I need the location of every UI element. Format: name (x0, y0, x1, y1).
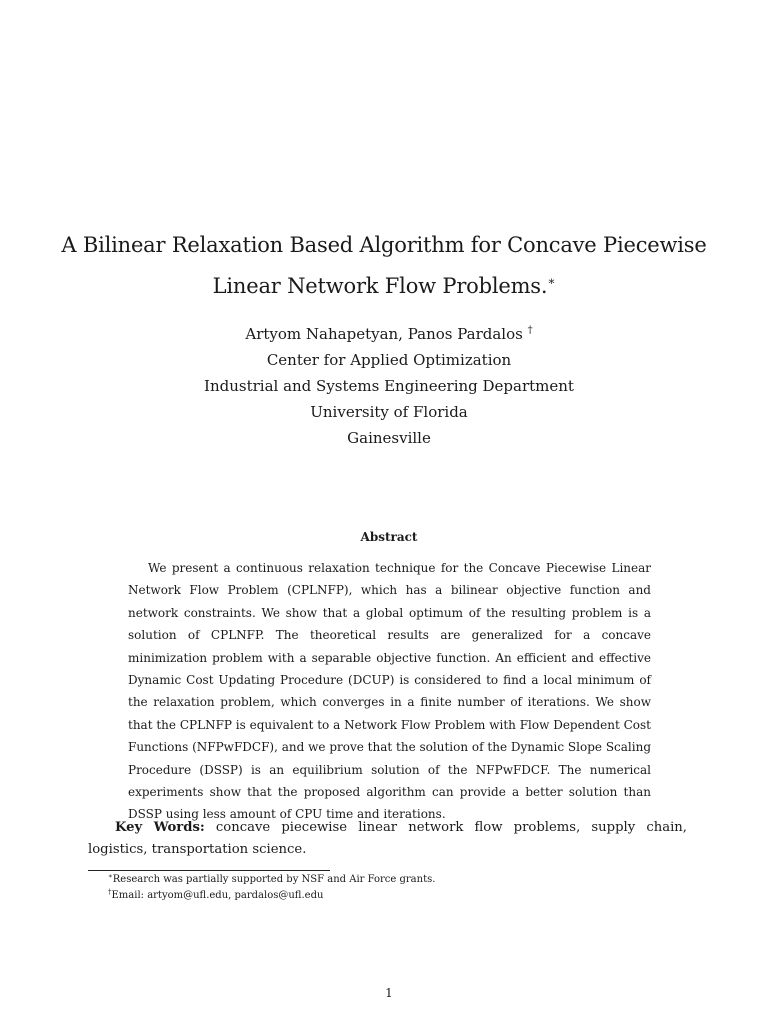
affiliation-university: University of Florida (310, 403, 468, 421)
footnote-email-mark: † (108, 888, 112, 896)
abstract-body: We present a continuous relaxation technique for the Concave Piecewise Linear Network Flow Problem (CPLNFP), which has a bilinear objective function and network constraints. We show that a global optimum of the resulting problem is a solution of CPLNFP. The theoretical results are generalized for a concave minimization problem with a separable objective function. An efficient and effective Dynamic Cost Updating Procedure (DCUP) is considered to find a local minimum of the relaxation problem, which converges in a finite number of iterations. We show that the CPLNFP is equivalent to a Network Flow Problem with Flow Dependent Cost Functions (NFPwFDCF), and we prove that the solution of the Dynamic Slope Scaling Procedure (DSSP) is an equilibrium solution of the NFPwFDCF. The numerical experiments show that the proposed algorithm can provide a better solution than DSSP using less amount of CPU time and iterations. (128, 561, 651, 822)
keywords-paragraph (88, 817, 687, 861)
affiliation-department: Industrial and Systems Engineering Department (204, 377, 574, 395)
keywords-text: concave piecewise linear network flow problems, supply chain, logistics, transportation science. (88, 820, 687, 857)
authors-line: Artyom Nahapetyan, Panos Pardalos † (245, 325, 533, 343)
affiliation-city: Gainesville (347, 429, 431, 447)
title-footnote-mark: ∗ (547, 274, 556, 288)
paper-title-line-1: A Bilinear Relaxation Based Algorithm for Concave Piecewise (61, 233, 707, 257)
abstract-heading: Abstract (360, 530, 418, 544)
authors-footnote-mark: † (527, 325, 533, 336)
paper-title-line-2: Linear Network Flow Problems.∗ (212, 274, 556, 298)
footnote-rule (88, 870, 330, 871)
footnote-funding: ∗Research was partially supported by NSF and Air Force grants. (108, 872, 436, 885)
keywords-label: Key Words: (115, 820, 205, 835)
footnote-funding-mark: ∗ (108, 872, 113, 880)
page-number: 1 (385, 986, 393, 1000)
affiliation-center: Center for Applied Optimization (266, 351, 512, 369)
footnote-email: †Email: artyom@ufl.edu, pardalos@ufl.edu (108, 888, 324, 901)
